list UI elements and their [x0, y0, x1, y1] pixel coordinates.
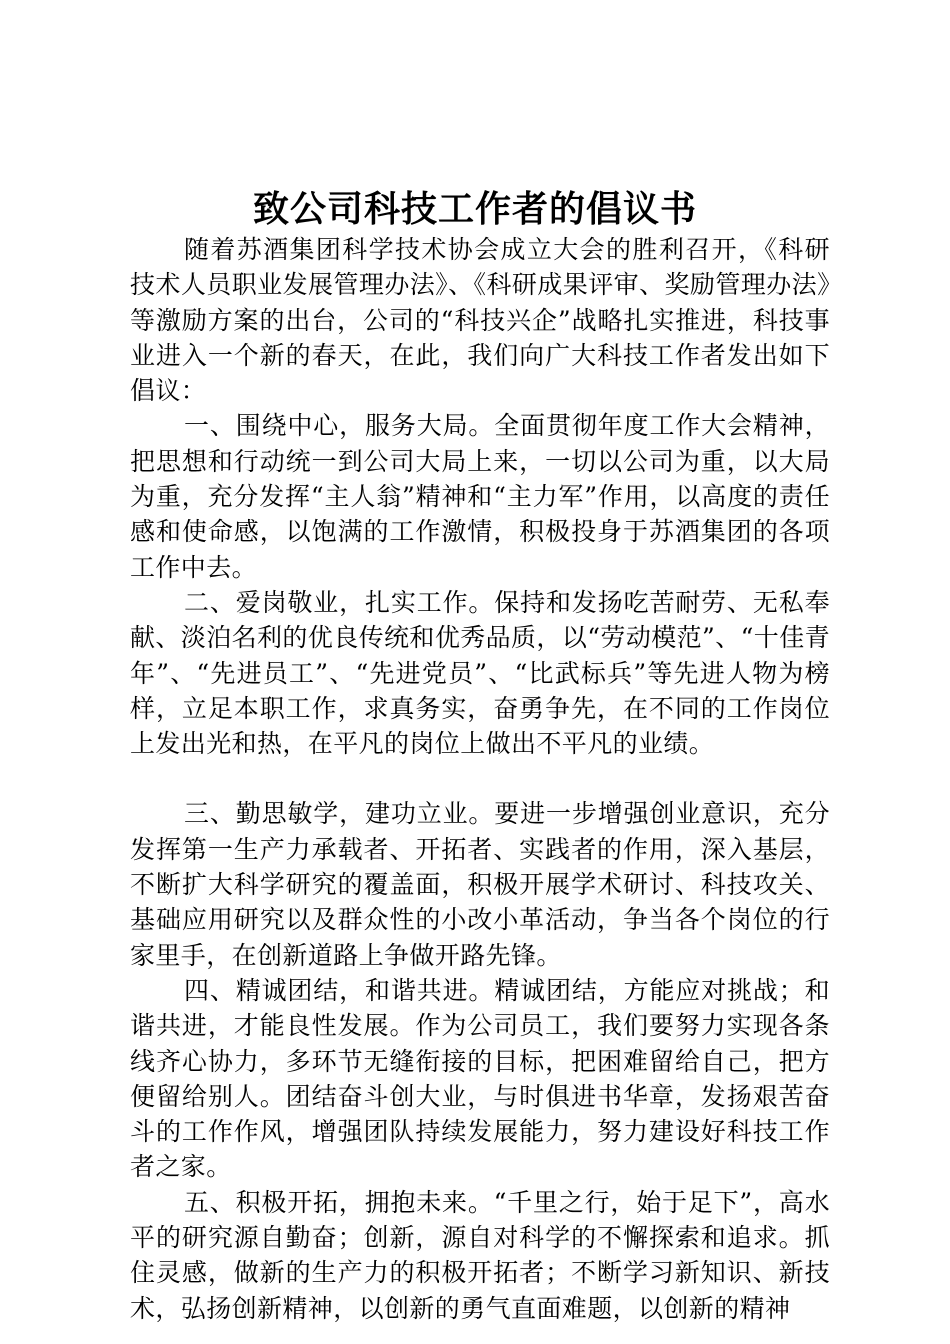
paragraph-spacer	[130, 761, 830, 796]
proposal-paragraph-3: 三、勤思敏学，建功立业。要进一步增强创业意识，充分发挥第一生产力承载者、开拓者、实践者的作用，深入基层，不断扩大科学研究的覆盖面，积极开展学术研讨、科技攻关、基础应用研究以及群众性的小改小革活动，争当各个岗位的行家里手，在创新道路上争做开路先锋。	[130, 799, 830, 970]
document-body	[130, 232, 830, 1326]
proposal-paragraph-2: 二、爱岗敬业，扎实工作。保持和发扬吃苦耐劳、无私奉献、淡泊名利的优良传统和优秀品质，以“劳动模范”、“十佳青年”、“先进员工”、“先进党员”、“比武标兵”等先进人物为榜样，立足本职工作，求真务实，奋勇争先，在不同的工作岗位上发出光和热，在平凡的岗位上做出不平凡的业绩。	[130, 587, 830, 759]
proposal-paragraph-5: 五、积极开拓，拥抱未来。“千里之行，始于足下”，高水平的研究源自勤奋；创新，源自对科学的不懈探索和追求。抓住灵感，做新的生产力的积极开拓者；不断学习新知识、新技术，弘扬创新精神，以创新的勇气直面难题，以创新的精神	[130, 1187, 830, 1323]
intro-paragraph: 随着苏酒集团科学技术协会成立大会的胜利召开，《科研技术人员职业发展管理办法》、《科研成果评审、奖励管理办法》等激励方案的出台，公司的“科技兴企”战略扎实推进，科技事业进入一个新的春天，在此，我们向广大科技工作者发出如下倡议：	[130, 235, 830, 406]
proposal-paragraph-4: 四、精诚团结，和谐共进。精诚团结，方能应对挑战；和谐共进，才能良性发展。作为公司员工，我们要努力实现各条线齐心协力，多环节无缝衔接的目标，把困难留给自己，把方便留给别人。团结奋斗创大业，与时俱进书华章，发扬艰苦奋斗的工作作风，增强团队持续发展能力，努力建设好科技工作者之家。	[130, 975, 830, 1182]
proposal-paragraph-1: 一、围绕中心，服务大局。全面贯彻年度工作大会精神，把思想和行动统一到公司大局上来，一切以公司为重，以大局为重，充分发挥“主人翁”精神和“主力军”作用，以高度的责任感和使命感，以饱满的工作激情，积极投身于苏酒集团的各项工作中去。	[130, 411, 830, 582]
document-title: 致公司科技工作者的倡议书	[252, 189, 697, 230]
